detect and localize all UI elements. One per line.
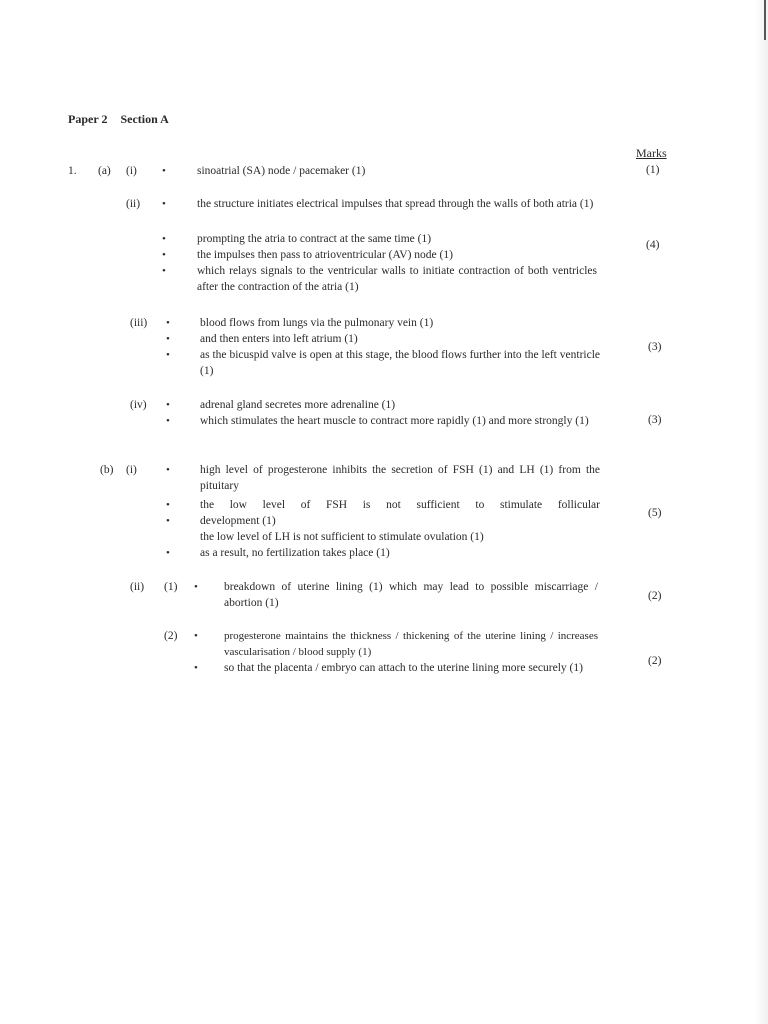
a-iv-label: (iv) [130,399,147,411]
bullet-icon: • [166,464,170,476]
bullet-icon: • [166,317,170,329]
bullet-icon: • [162,265,166,277]
b-ii-1-marks: (2) [648,590,662,602]
question-number: 1. [68,165,77,177]
a-ii-bullet-2: prompting the atria to contract at the same time (1) [197,233,432,245]
bullet-icon: • [166,547,170,559]
a-iii-bullet-3: as the bicuspid valve is open at this stage, the blood flows further into the left ventricle (1) [200,349,600,377]
b-i-label: (i) [126,464,137,476]
b-ii-2-label: (2) [164,630,178,642]
a-ii-label: (ii) [126,198,141,210]
page-edge-mark [764,0,766,40]
a-i-bullet-1: sinoatrial (SA) node / pacemaker (1) [197,165,366,177]
a-ii-bullet-1: the structure initiates electrical impulses that spread through the walls of both atria (1) [197,198,594,210]
bullet-icon: • [166,415,170,427]
part-b-label: (b) [100,464,114,476]
section-label: Section A [120,112,169,126]
bullet-icon: • [162,165,166,177]
b-i-bullet-1: high level of progesterone inhibits the secretion of FSH (1) and LH (1) from the pituitary [200,464,600,492]
a-i-label: (i) [126,165,137,177]
a-iii-bullet-2: and then enters into left atrium (1) [200,333,358,345]
page-edge-shadow [754,0,768,1024]
a-i-marks: (1) [646,164,660,176]
bullet-icon: • [194,630,198,642]
b-i-bullet-4: as a result, no fertilization takes place (1) [200,547,390,559]
b-ii-1-bullet-1: breakdown of uterine lining (1) which may lead to possible miscarriage / abortion (1) [224,581,598,609]
a-ii-bullet-4: which relays signals to the ventricular walls to initiate contraction of both ventricles after the contraction of the atria (1) [197,265,597,293]
bullet-icon: • [194,581,198,593]
marks-column-heading: Marks [636,146,667,160]
a-iii-bullet-1: blood flows from lungs via the pulmonary vein (1) [200,317,434,329]
b-i-marks: (5) [648,507,662,519]
a-ii-bullet-3: the impulses then pass to atrioventricular (AV) node (1) [197,249,453,261]
bullet-icon: • [162,249,166,261]
page-header [68,112,179,127]
a-ii-marks: (4) [646,239,660,251]
b-i-bullet-2: the low level of FSH is not sufficient to stimulate follicular [200,499,600,511]
a-iv-bullet-1: adrenal gland secretes more adrenaline (1) [200,399,396,411]
bullet-icon: • [166,333,170,345]
b-ii-1-label: (1) [164,581,178,593]
b-ii-label: (ii) [130,581,145,593]
part-a-label: (a) [98,165,111,177]
b-ii-2-bullet-1: progesterone maintains the thickness / thickening of the uterine lining / increases vascularisation / blood supply (1) [224,630,598,658]
b-i-bullet-3: the low level of LH is not sufficient to stimulate ovulation (1) [200,531,484,543]
bullet-icon: • [166,499,170,511]
a-iii-label: (iii) [130,317,148,329]
bullet-icon: • [162,198,166,210]
b-ii-2-marks: (2) [648,655,662,667]
b-ii-2-bullet-2: so that the placenta / embryo can attach to the uterine lining more securely (1) [224,662,583,674]
a-iv-marks: (3) [648,414,662,426]
bullet-icon: • [194,662,198,674]
bullet-icon: • [166,399,170,411]
bullet-icon: • [162,233,166,245]
b-i-bullet-2-cont: development (1) [200,515,276,527]
a-iii-marks: (3) [648,341,662,353]
a-iv-bullet-2: which stimulates the heart muscle to contract more rapidly (1) and more strongly (1) [200,415,589,427]
bullet-icon: • [166,349,170,361]
paper-label: Paper 2 [68,112,108,126]
bullet-icon: • [166,515,170,527]
